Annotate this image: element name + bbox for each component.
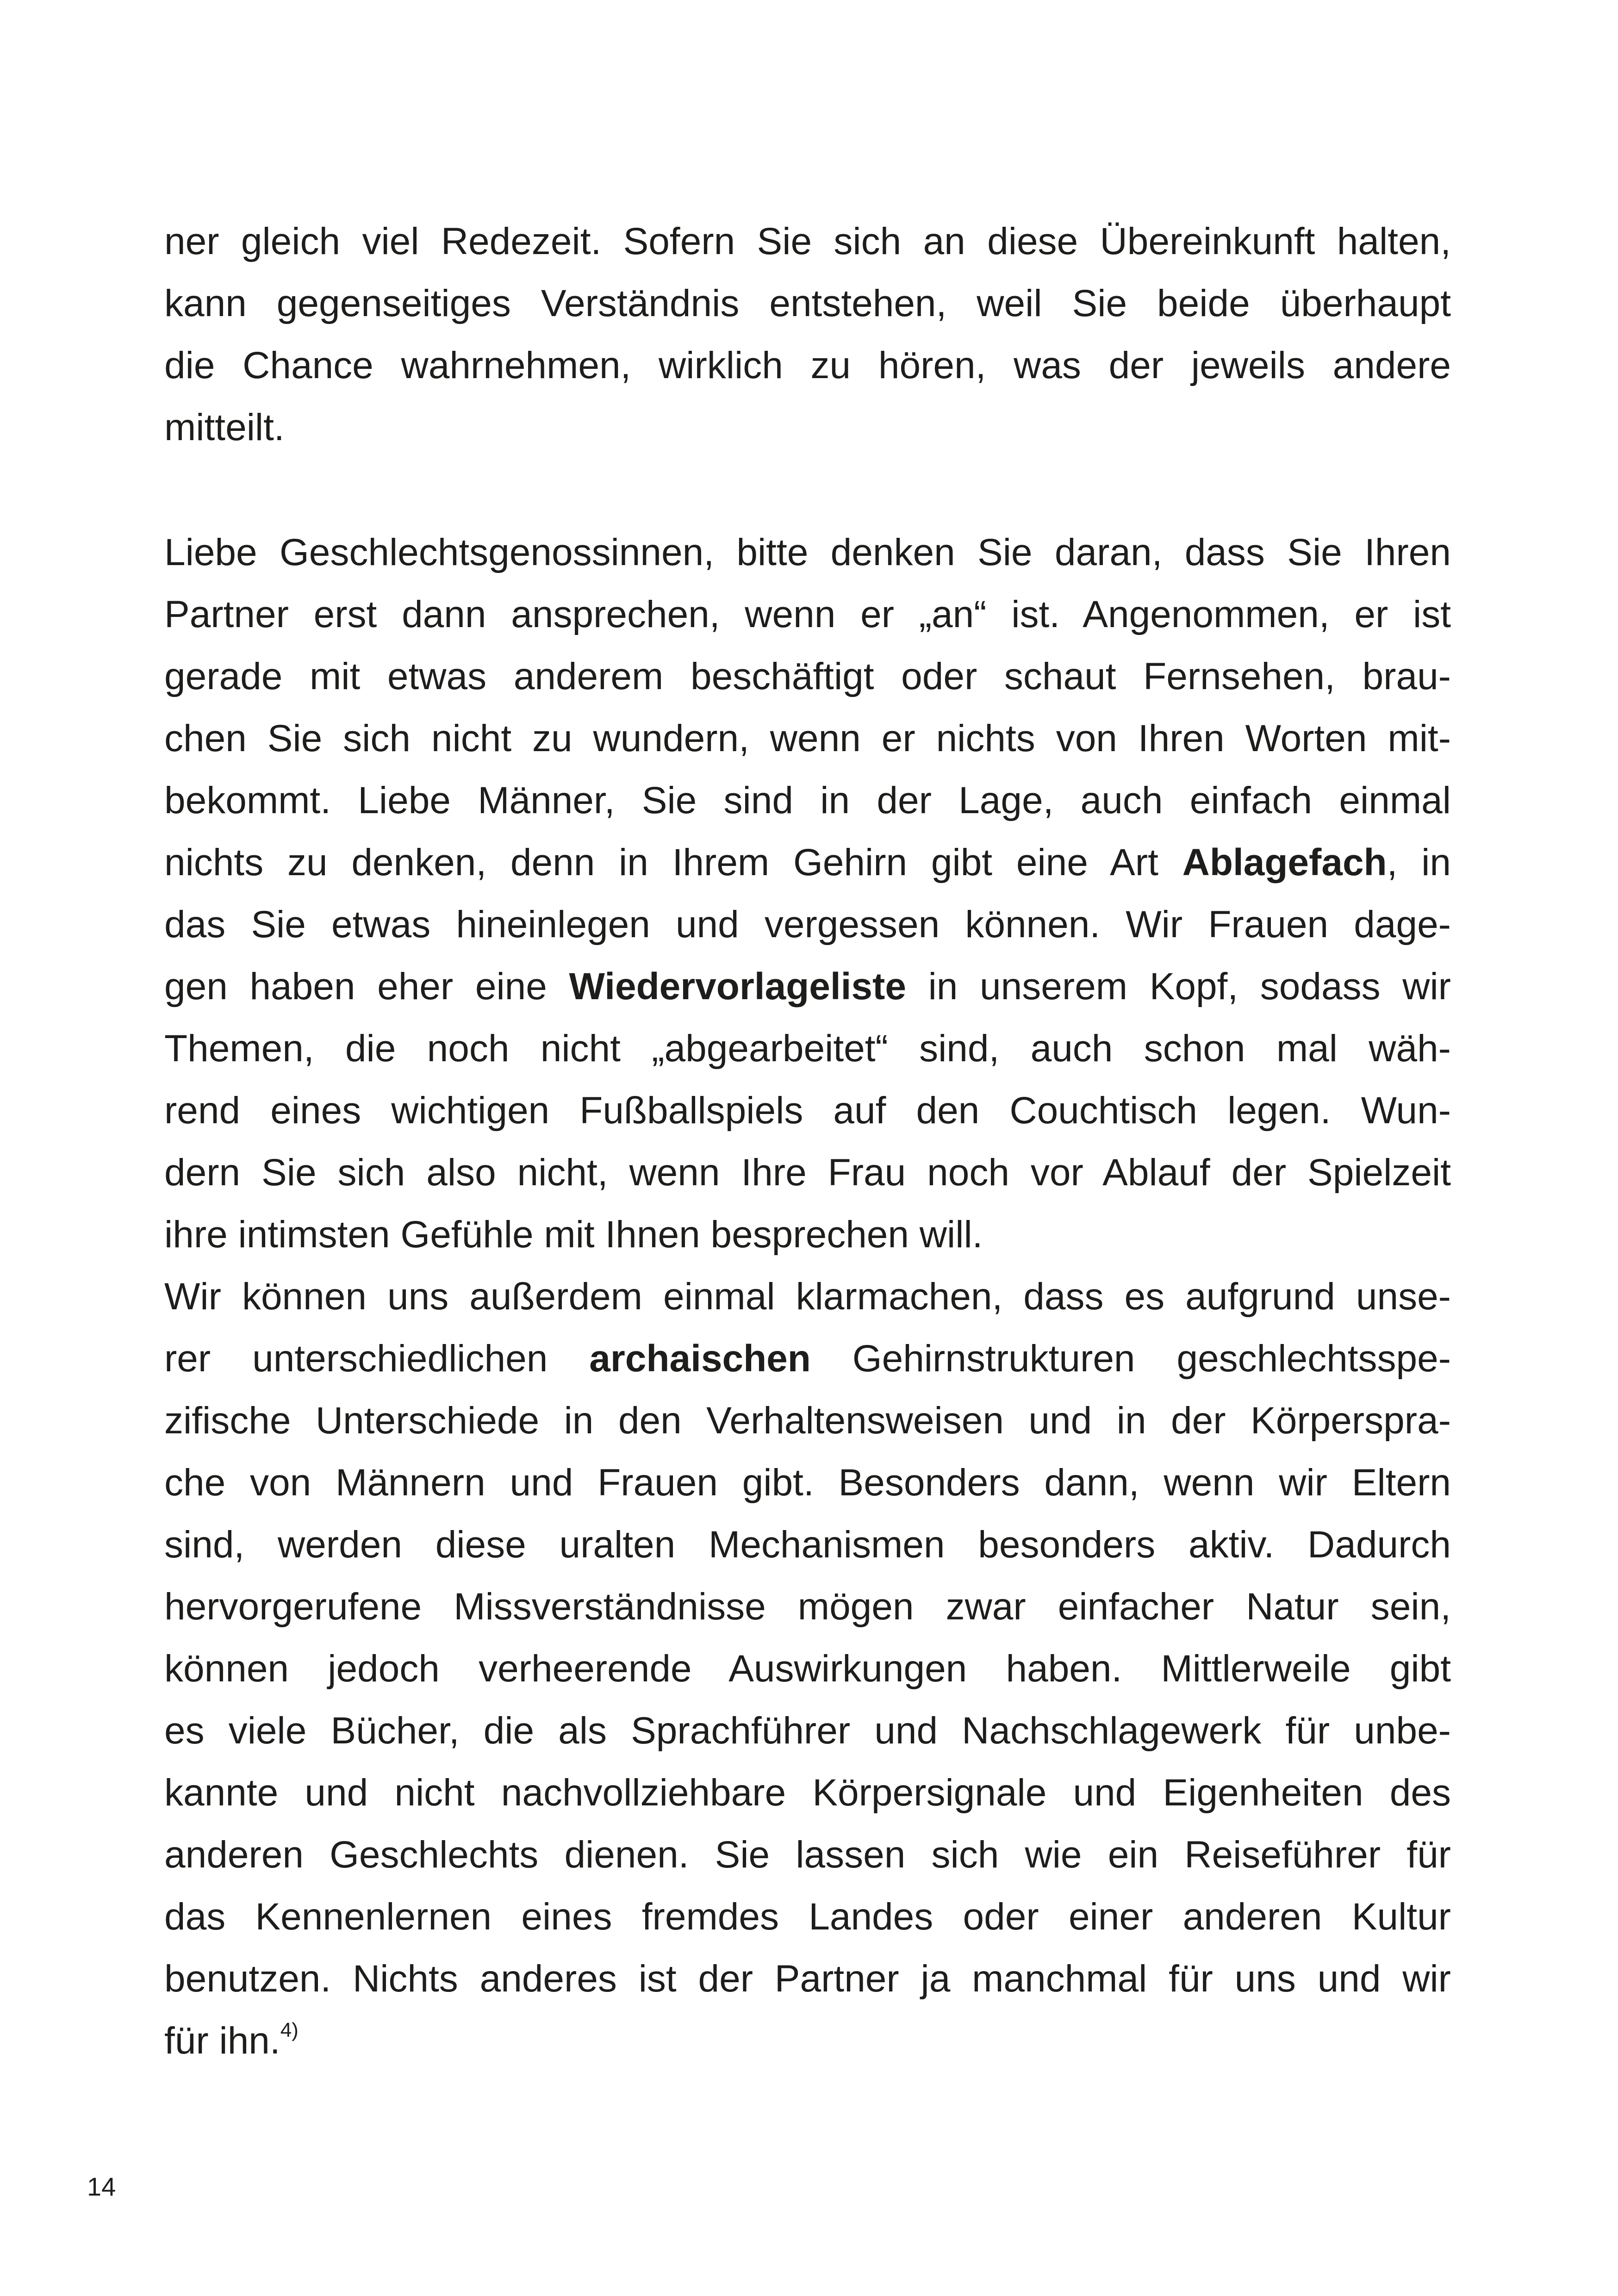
text-line (164, 832, 1451, 894)
text-line: che von Männern und Frauen gibt. Besonders dann, wenn wir Eltern (164, 1462, 1451, 1504)
text-line: Wir können uns außerdem einmal klarmachen, dass es aufgrund unse- (164, 1276, 1451, 1318)
text-line: Themen, die noch nicht „abgearbeitet“ sind, auch schon mal wäh- (164, 1027, 1451, 1070)
text-run: nichts zu denken, denn in Ihrem Gehirn gibt eine Art (164, 841, 1182, 884)
text-line: die Chance wahrnehmen, wirklich zu hören, was der jeweils andere (164, 344, 1451, 386)
text-line: Liebe Geschlechtsgenossinnen, bitte denken Sie daran, dass Sie Ihren (164, 531, 1451, 573)
bold-term-wiedervorlageliste: Wiedervorlageliste (569, 965, 906, 1008)
paragraph-2 (164, 522, 1451, 2072)
text-line: kann gegenseitiges Verständnis entstehen, weil Sie beide überhaupt (164, 282, 1451, 324)
text-line: können jedoch verheerende Auswirkungen haben. Mittlerweile gibt (164, 1648, 1451, 1690)
text-line (164, 956, 1451, 1018)
text-run: rer unterschiedlichen (164, 1338, 590, 1380)
text-line: ihre intimsten Gefühle mit Ihnen besprechen will. (164, 1213, 983, 1256)
text-line: ner gleich viel Redezeit. Sofern Sie sich an diese Übereinkunft halten, (164, 220, 1451, 262)
text-line (164, 2010, 1451, 2072)
text-line: das Kennenlernen eines fremdes Landes oder einer anderen Kultur (164, 1896, 1451, 1938)
text-line: dern Sie sich also nicht, wenn Ihre Frau noch vor Ablauf der Spielzeit (164, 1151, 1451, 1194)
text-line: rend eines wichtigen Fußballspiels auf den Couchtisch legen. Wun- (164, 1089, 1451, 1132)
footnote-marker: 4) (280, 2018, 299, 2041)
text-line (164, 1328, 1451, 1390)
text-line: kannte und nicht nachvollziehbare Körpersignale und Eigenheiten des (164, 1772, 1451, 1814)
bold-term-archaischen: archaischen (589, 1338, 811, 1380)
paragraph-1 (164, 211, 1451, 459)
text-line: hervorgerufene Missverständnisse mögen zwar einfacher Natur sein, (164, 1586, 1451, 1628)
text-run: gen haben eher eine (164, 965, 569, 1008)
page-number: 14 (87, 2172, 116, 2201)
text-line: bekommt. Liebe Männer, Sie sind in der Lage, auch einfach einmal (164, 779, 1451, 821)
text-run: in unserem Kopf, sodass wir (906, 965, 1451, 1008)
text-line: gerade mit etwas anderem beschäftigt oder schaut Fernsehen, brau- (164, 655, 1451, 697)
text-run: , in (1387, 841, 1451, 884)
bold-term-ablagefach: Ablagefach (1182, 841, 1387, 884)
text-run: für ihn. (164, 2020, 280, 2062)
text-line: chen Sie sich nicht zu wundern, wenn er nichts von Ihren Worten mit- (164, 717, 1451, 759)
text-line: das Sie etwas hineinlegen und vergessen können. Wir Frauen dage- (164, 903, 1451, 946)
text-line: Partner erst dann ansprechen, wenn er „an“ ist. Angenommen, er ist (164, 593, 1451, 635)
text-line: benutzen. Nichts anderes ist der Partner ja manchmal für uns und wir (164, 1958, 1451, 2000)
text-line: sind, werden diese uralten Mechanismen besonders aktiv. Dadurch (164, 1524, 1451, 1566)
text-line: zifische Unterschiede in den Verhaltensweisen und in der Körperspra- (164, 1400, 1451, 1442)
text-line: anderen Geschlechts dienen. Sie lassen sich wie ein Reiseführer für (164, 1834, 1451, 1876)
text-line: mitteilt. (164, 406, 285, 448)
text-run: Gehirnstrukturen geschlechtsspe- (810, 1338, 1451, 1380)
text-line: es viele Bücher, die als Sprachführer und Nachschlagewerk für unbe- (164, 1710, 1451, 1752)
